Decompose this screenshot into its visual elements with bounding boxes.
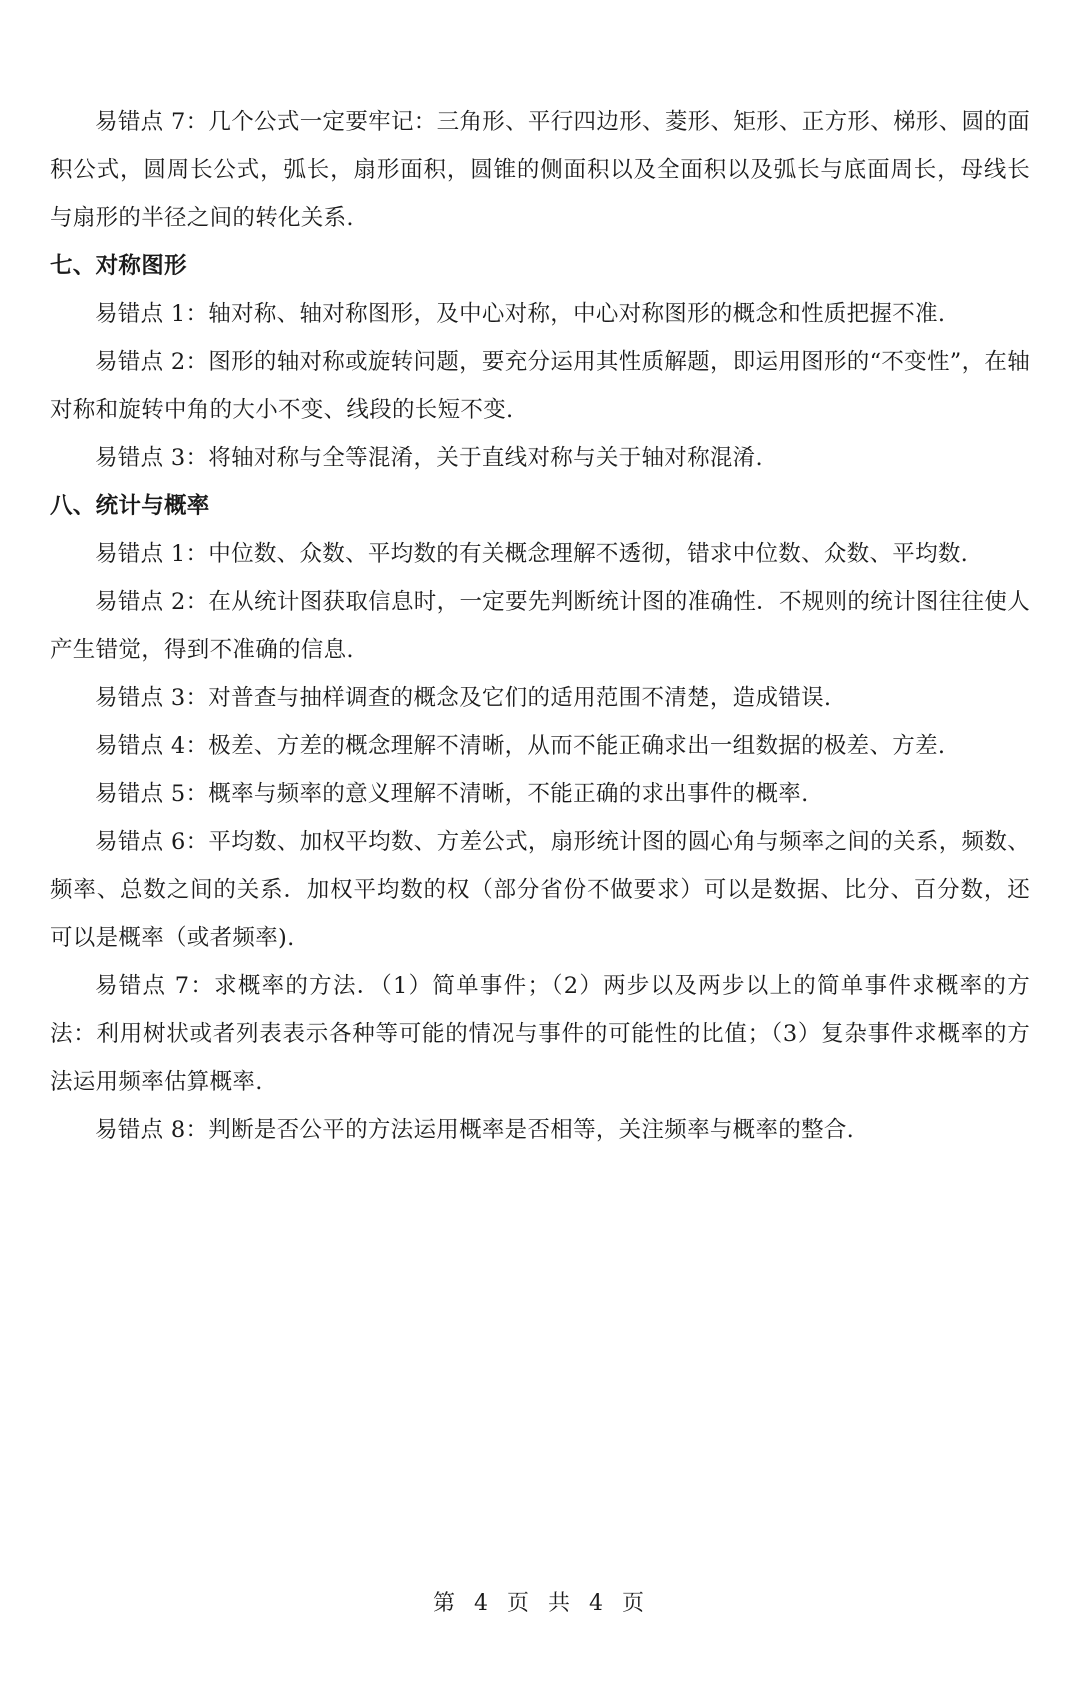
paragraph: 易错点 6：平均数、加权平均数、方差公式，扇形统计图的圆心角与频率之间的关系，频数、频率、总数之间的关系．加权平均数的权（部分省份不做要求）可以是数据、比分、百分数，还可以是概率（或者频率). [50, 829, 1030, 951]
section-heading: 七、对称图形 [50, 253, 187, 279]
paragraph: 易错点 5：概率与频率的意义理解不清晰，不能正确的求出事件的概率. [95, 781, 809, 807]
paragraph: 易错点 2：在从统计图获取信息时，一定要先判断统计图的准确性．不规则的统计图往往使人产生错觉，得到不准确的信息. [50, 589, 1030, 663]
paragraph: 易错点 2：图形的轴对称或旋转问题，要充分运用其性质解题，即运用图形的“不变性”，在轴对称和旋转中角的大小不变、线段的长短不变. [50, 349, 1030, 423]
paragraph: 易错点 3：将轴对称与全等混淆，关于直线对称与关于轴对称混淆. [95, 445, 763, 471]
paragraph: 易错点 3：对普查与抽样调查的概念及它们的适用范围不清楚，造成错误. [95, 685, 832, 711]
paragraph: 易错点 4：极差、方差的概念理解不清晰，从而不能正确求出一组数据的极差、方差. [95, 733, 946, 759]
paragraph: 易错点 7：求概率的方法．（1）简单事件；（2）两步以及两步以上的简单事件求概率的方法：利用树状或者列表表示各种等可能的情况与事件的可能性的比值；（3）复杂事件求概率的方法运用频率估算概率. [50, 973, 1030, 1095]
page-number-footer: 第 4 页 共 4 页 [433, 1591, 647, 1616]
paragraph: 易错点 1：轴对称、轴对称图形，及中心对称，中心对称图形的概念和性质把握不准. [95, 301, 946, 327]
paragraph: 易错点 8：判断是否公平的方法运用概率是否相等，关注频率与概率的整合. [95, 1117, 855, 1143]
document-body [50, 98, 1030, 1154]
section-heading: 八、统计与概率 [50, 493, 210, 519]
paragraph: 易错点 1：中位数、众数、平均数的有关概念理解不透彻，错求中位数、众数、平均数. [95, 541, 969, 567]
paragraph: 易错点 7：几个公式一定要牢记：三角形、平行四边形、菱形、矩形、正方形、梯形、圆的面积公式，圆周长公式，弧长，扇形面积，圆锥的侧面积以及全面积以及弧长与底面周长，母线长与扇形的半径之间的转化关系. [50, 109, 1030, 231]
